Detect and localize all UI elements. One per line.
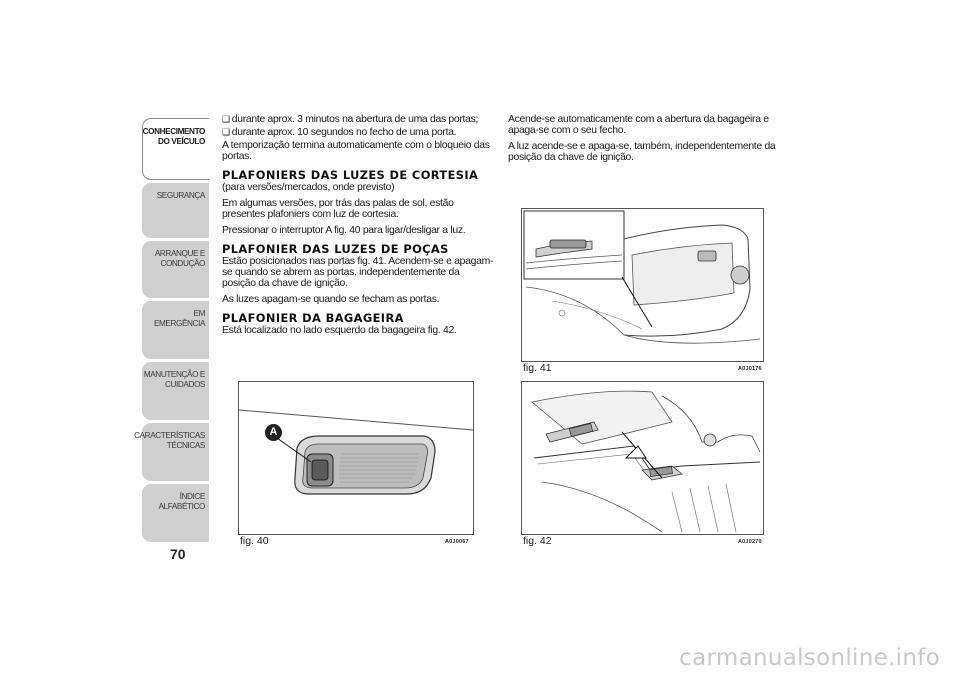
figure-42-label: fig. 42	[523, 535, 552, 547]
tab-indice-alfabetico[interactable]: ÍNDICE ALFABÉTICO	[142, 484, 209, 542]
door-light-illustration	[522, 209, 763, 361]
tab-manutencao-e-cuidados[interactable]: MANUTENÇÃO E CUIDADOS	[142, 362, 209, 420]
paragraph: Está localizado no lado esquerdo da bagageira fig. 42.	[222, 325, 457, 336]
section-heading: PLAFONIER DA BAGAGEIRA	[222, 311, 404, 325]
figure-42-code: A0J0270	[738, 539, 762, 545]
paragraph: As luzes apagam-se quando se fecham as portas.	[222, 294, 440, 305]
right-column	[508, 114, 783, 168]
bullet-item: ❑ durante aprox. 10 segundos no fecho de uma porta.	[222, 127, 494, 138]
figure-40-code: A0J0067	[445, 539, 469, 545]
figure-41-label: fig. 41	[523, 362, 552, 374]
figure-41-code: A0J0176	[738, 366, 762, 372]
paragraph: Estão posicionados nas portas fig. 41. Acendem-se e apagam-se quando se abrem as portas, independentemente da posição da chave de ignição.	[222, 256, 494, 289]
trunk-light-illustration	[522, 382, 763, 534]
paragraph: (para versões/mercados, onde previsto)	[222, 182, 395, 193]
left-column	[222, 114, 494, 341]
page-number: 70	[170, 546, 186, 562]
paragraph: A luz acende-se e apaga-se, também, independentemente da posição da chave de ignição.	[508, 141, 776, 163]
section-heading: PLAFONIERS DAS LUZES DE CORTESIA	[222, 168, 479, 182]
figure-42	[521, 381, 764, 535]
watermark: carmanualsonline.info	[679, 645, 940, 671]
bullet-item: ❑ durante aprox. 3 minutos na abertura de uma das portas;	[222, 114, 494, 125]
section-heading: PLAFONIER DAS LUZES DE POÇAS	[222, 242, 449, 256]
paragraph: Em algumas versões, por trás das palas de sol, estão presentes plafoniers com luz de cortesia.	[222, 198, 454, 220]
tab-arranque-e-conducao[interactable]: ARRANQUE E CONDUÇÃO	[142, 241, 209, 298]
paragraph: Acende-se automaticamente com a abertura da bagageira e apaga-se com o seu fecho.	[508, 114, 769, 136]
tab-conhecimento-do-veiculo[interactable]: CONHECIMENTO DO VEÍCULO	[142, 118, 209, 180]
courtesy-light-illustration	[239, 382, 473, 534]
paragraph: Pressionar o interruptor A fig. 40 para ligar/desligar a luz.	[222, 225, 466, 236]
tab-caracteristicas-tecnicas[interactable]: CARACTERÍSTICAS TÉCNICAS	[142, 423, 209, 481]
figure-41	[521, 208, 764, 362]
tab-seguranca[interactable]: SEGURANÇA	[142, 183, 209, 238]
tab-em-emergencia[interactable]: EM EMERGÊNCIA	[142, 301, 209, 359]
paragraph: A temporização termina automaticamente com o bloqueio das portas.	[222, 140, 490, 162]
figure-40	[238, 381, 474, 535]
figure-40-label: fig. 40	[240, 535, 269, 547]
callout-a-badge: A	[265, 424, 282, 441]
